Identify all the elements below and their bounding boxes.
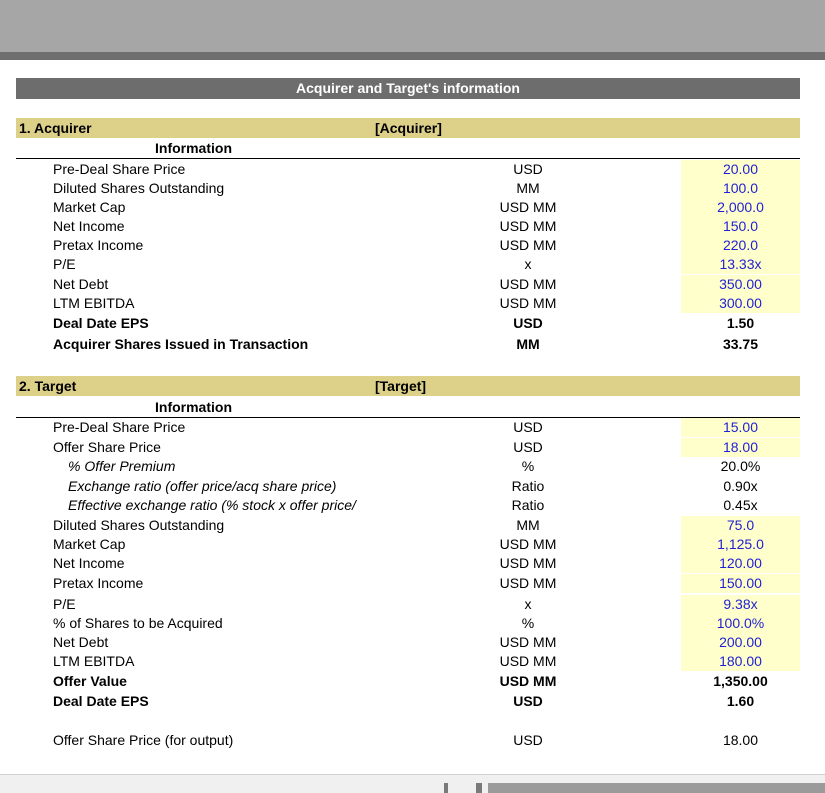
row-unit: MM bbox=[516, 517, 540, 533]
input-cell[interactable]: 200.00 bbox=[681, 633, 800, 652]
computed-cell[interactable]: 0.90x bbox=[723, 478, 758, 494]
row-unit: x bbox=[524, 256, 532, 272]
sheet-banner: Acquirer and Target's information bbox=[16, 78, 800, 99]
acquirer-row-pretax-income bbox=[0, 236, 825, 255]
row-label: Net Income bbox=[53, 555, 125, 571]
row-unit: USD bbox=[513, 732, 543, 748]
row-unit: USD MM bbox=[499, 555, 557, 571]
target-row-diluted-shares bbox=[0, 516, 825, 535]
row-label: Net Debt bbox=[53, 634, 109, 650]
row-unit: % bbox=[521, 458, 535, 474]
input-cell[interactable]: 300.00 bbox=[681, 294, 800, 313]
row-label: Offer Share Price bbox=[53, 439, 161, 455]
row-unit: USD MM bbox=[499, 237, 557, 253]
row-unit: USD bbox=[513, 439, 543, 455]
input-cell[interactable]: 180.00 bbox=[681, 652, 800, 671]
computed-cell[interactable]: 0.45x bbox=[723, 497, 758, 513]
acquirer-row-net-debt bbox=[0, 275, 825, 294]
row-unit: USD bbox=[513, 161, 543, 177]
horizontal-scrollbar[interactable] bbox=[0, 774, 825, 793]
input-cell[interactable]: 220.0 bbox=[681, 236, 800, 255]
row-label: % of Shares to be Acquired bbox=[53, 615, 223, 631]
input-cell[interactable]: 75.0 bbox=[681, 516, 800, 535]
target-section-title: 2. Target bbox=[19, 378, 77, 394]
input-cell[interactable]: 9.38x bbox=[681, 595, 800, 614]
computed-cell[interactable]: 33.75 bbox=[722, 336, 759, 352]
row-label: % Offer Premium bbox=[68, 458, 176, 474]
input-cell[interactable]: 100.0% bbox=[681, 614, 800, 633]
row-label: Offer Share Price (for output) bbox=[53, 732, 234, 748]
row-label: Acquirer Shares Issued in Transaction bbox=[53, 336, 309, 352]
row-label: LTM EBITDA bbox=[53, 653, 135, 669]
row-label: Pre-Deal Share Price bbox=[53, 419, 186, 435]
row-unit: USD MM bbox=[499, 199, 557, 215]
row-label: Market Cap bbox=[53, 536, 126, 552]
input-cell[interactable]: 350.00 bbox=[681, 275, 800, 294]
target-row-exchange-ratio bbox=[0, 477, 825, 496]
row-label: Pretax Income bbox=[53, 237, 144, 253]
acquirer-row-diluted-shares bbox=[0, 179, 825, 198]
row-unit: MM bbox=[516, 180, 540, 196]
row-label: Offer Value bbox=[53, 673, 127, 689]
row-unit: Ratio bbox=[511, 478, 545, 494]
row-unit: USD bbox=[513, 419, 543, 435]
target-row-net-debt bbox=[0, 633, 825, 652]
input-cell[interactable]: 100.0 bbox=[681, 179, 800, 198]
target-row-deal-date-eps bbox=[0, 692, 825, 711]
row-label: Pre-Deal Share Price bbox=[53, 161, 186, 177]
input-cell[interactable]: 13.33x bbox=[681, 255, 800, 274]
target-row-net-income bbox=[0, 554, 825, 573]
target-row-pe bbox=[0, 595, 825, 614]
input-cell[interactable]: 150.00 bbox=[681, 574, 800, 593]
target-info-label: Information bbox=[155, 399, 232, 415]
row-unit: USD MM bbox=[499, 653, 557, 669]
row-label: P/E bbox=[53, 596, 76, 612]
row-label: Net Debt bbox=[53, 276, 109, 292]
acquirer-section-title: 1. Acquirer bbox=[19, 120, 92, 136]
input-cell[interactable]: 120.00 bbox=[681, 554, 800, 573]
row-unit: USD MM bbox=[499, 673, 557, 689]
row-label: Diluted Shares Outstanding bbox=[53, 517, 225, 533]
target-bracket-label: [Target] bbox=[375, 378, 427, 394]
row-label: Deal Date EPS bbox=[53, 693, 149, 709]
acquirer-row-ltm-ebitda bbox=[0, 294, 825, 313]
acquirer-row-market-cap bbox=[0, 198, 825, 217]
computed-cell[interactable]: 1,350.00 bbox=[713, 673, 768, 689]
row-label: Net Income bbox=[53, 218, 125, 234]
row-label: Exchange ratio (offer price/acq share price) bbox=[68, 478, 337, 494]
row-label: P/E bbox=[53, 256, 76, 272]
computed-cell[interactable]: 1.50 bbox=[726, 315, 755, 331]
row-unit: USD bbox=[513, 315, 543, 331]
row-unit: Ratio bbox=[511, 497, 545, 513]
row-unit: USD MM bbox=[499, 295, 557, 311]
row-unit: USD bbox=[513, 693, 543, 709]
target-row-offer-price bbox=[0, 438, 825, 457]
row-unit: MM bbox=[516, 336, 540, 352]
row-label: LTM EBITDA bbox=[53, 295, 135, 311]
computed-cell[interactable]: 18.00 bbox=[722, 732, 759, 748]
row-unit: USD MM bbox=[499, 218, 557, 234]
row-unit: USD MM bbox=[499, 276, 557, 292]
row-unit: x bbox=[524, 596, 532, 612]
acquirer-row-net-income bbox=[0, 217, 825, 236]
acquirer-row-share-price bbox=[0, 160, 825, 179]
target-row-shares-acquired bbox=[0, 614, 825, 633]
row-label: Diluted Shares Outstanding bbox=[53, 180, 225, 196]
row-label: Deal Date EPS bbox=[53, 315, 149, 331]
target-row-offer-price-output bbox=[0, 731, 825, 750]
target-row-pretax-income bbox=[0, 574, 825, 593]
row-unit: % bbox=[521, 615, 535, 631]
row-label: Effective exchange ratio (% stock x offer price/ bbox=[68, 497, 356, 513]
target-row-offer-value bbox=[0, 672, 825, 691]
target-row-market-cap bbox=[0, 535, 825, 554]
input-cell[interactable]: 20.00 bbox=[681, 160, 800, 179]
target-row-offer-premium bbox=[0, 457, 825, 476]
acquirer-info-label: Information bbox=[155, 140, 232, 156]
window-top-bar-edge bbox=[0, 52, 825, 60]
row-unit: USD MM bbox=[499, 575, 557, 591]
acquirer-row-deal-date-eps bbox=[0, 314, 825, 333]
target-row-effective-exchange-ratio bbox=[0, 496, 825, 515]
window-top-bar bbox=[0, 0, 825, 52]
acquirer-header-rule bbox=[16, 158, 800, 159]
input-cell[interactable]: 1,125.0 bbox=[681, 535, 800, 554]
row-label: Market Cap bbox=[53, 199, 126, 215]
computed-cell[interactable]: 20.0% bbox=[720, 458, 761, 474]
acquirer-bracket-label: [Acquirer] bbox=[375, 120, 442, 136]
row-label: Pretax Income bbox=[53, 575, 144, 591]
target-row-ltm-ebitda bbox=[0, 652, 825, 671]
acquirer-row-shares-issued bbox=[0, 335, 825, 354]
target-section-header bbox=[16, 376, 800, 396]
target-row-share-price bbox=[0, 418, 825, 437]
row-unit: USD MM bbox=[499, 634, 557, 650]
input-cell[interactable]: 2,000.0 bbox=[681, 198, 800, 217]
acquirer-section-header bbox=[16, 118, 800, 138]
input-cell[interactable]: 18.00 bbox=[681, 438, 800, 457]
computed-cell[interactable]: 1.60 bbox=[726, 693, 755, 709]
input-cell[interactable]: 15.00 bbox=[681, 418, 800, 437]
row-unit: USD MM bbox=[499, 536, 557, 552]
acquirer-row-pe bbox=[0, 255, 825, 274]
input-cell[interactable]: 150.0 bbox=[681, 217, 800, 236]
